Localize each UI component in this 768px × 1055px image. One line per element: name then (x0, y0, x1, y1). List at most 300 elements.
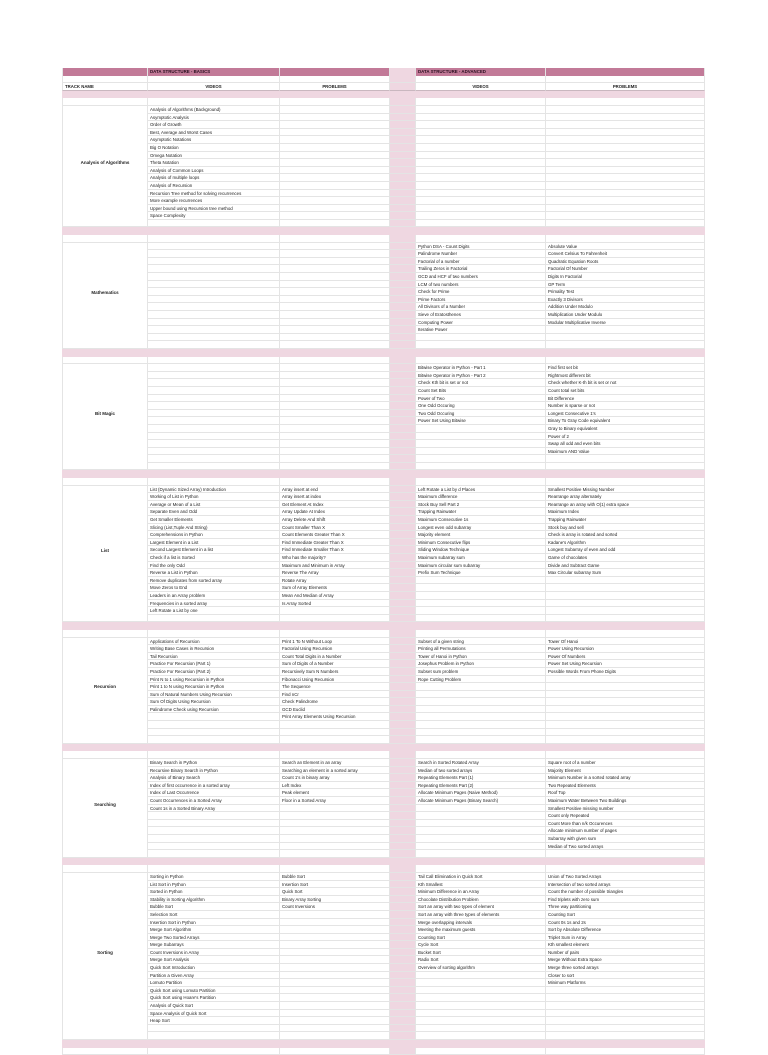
basic-problem-cell[interactable] (280, 144, 390, 152)
advanced-video-cell[interactable] (416, 729, 546, 737)
advanced-video-cell[interactable] (416, 691, 546, 699)
gap-cell[interactable] (390, 1025, 416, 1033)
gap-cell[interactable] (390, 759, 416, 767)
advanced-title[interactable]: DATA STRUCTURE - ADVANCED (416, 68, 546, 76)
advanced-problem-cell[interactable]: Game of chocolates (546, 554, 705, 562)
basic-problem-cell[interactable] (280, 448, 390, 456)
gap-cell[interactable] (390, 364, 416, 372)
advanced-video-cell[interactable] (416, 136, 546, 144)
gap-cell[interactable] (390, 455, 416, 463)
advanced-problem-cell[interactable]: Rightmost different bit (546, 372, 705, 380)
gap-cell[interactable] (390, 334, 416, 342)
advanced-problem-cell[interactable]: Absolute Value (546, 243, 705, 251)
gap-cell[interactable] (390, 888, 416, 896)
gap-cell[interactable] (390, 979, 416, 987)
basic-problem-cell[interactable] (280, 387, 390, 395)
advanced-video-cell[interactable]: LCM of two numbers (416, 281, 546, 289)
gap-cell[interactable] (390, 713, 416, 721)
blank-cell[interactable] (390, 850, 416, 858)
basic-problem-cell[interactable] (280, 911, 390, 919)
blank-cell[interactable] (416, 235, 546, 243)
advanced-video-cell[interactable]: Sieve of Eratosthenes (416, 311, 546, 319)
basic-video-cell[interactable]: Omega Notation (148, 152, 280, 160)
basic-problem-cell[interactable]: Sum of Array Elements (280, 584, 390, 592)
basic-video-cell[interactable]: Get Smaller Elements (148, 516, 280, 524)
basic-problem-cell[interactable] (280, 964, 390, 972)
blank-cell[interactable] (148, 341, 280, 349)
gap-cell[interactable] (390, 288, 416, 296)
basic-video-cell[interactable]: Sum of Natural Numbers Using Recursion (148, 691, 280, 699)
blank-cell[interactable] (546, 736, 705, 744)
blank-cell[interactable] (62, 235, 148, 243)
basic-video-cell[interactable] (148, 364, 280, 372)
advanced-problem-cell[interactable] (546, 197, 705, 205)
advanced-video-cell[interactable]: Check Kth bit is set or not (416, 379, 546, 387)
basic-video-cell[interactable]: Space Complexity (148, 212, 280, 220)
gap-cell[interactable] (390, 812, 416, 820)
gap-cell[interactable] (390, 546, 416, 554)
advanced-problem-cell[interactable]: Divide and Subtract Game (546, 562, 705, 570)
gap-cell[interactable] (390, 440, 416, 448)
basic-video-cell[interactable]: Merge Subarrays (148, 941, 280, 949)
basic-video-cell[interactable] (148, 812, 280, 820)
blank-cell[interactable] (280, 235, 390, 243)
basic-video-cell[interactable]: Asymptotic Notations (148, 136, 280, 144)
gap-cell[interactable] (390, 539, 416, 547)
advanced-problem-cell[interactable]: Power of 2 (546, 433, 705, 441)
gap-cell[interactable] (390, 911, 416, 919)
basic-video-cell[interactable]: Practice For Recursion (Part 1) (148, 660, 280, 668)
advanced-video-cell[interactable] (416, 440, 546, 448)
basic-problem-cell[interactable] (280, 379, 390, 387)
blank-cell[interactable] (546, 865, 705, 873)
advanced-video-cell[interactable]: Maximum circular sum subarray (416, 562, 546, 570)
basic-video-cell[interactable]: Quick Sort Introduction (148, 964, 280, 972)
advanced-video-cell[interactable]: Prefix Sum Technique (416, 569, 546, 577)
basic-problem-cell[interactable] (280, 190, 390, 198)
gap-cell[interactable] (390, 676, 416, 684)
basic-problem-cell[interactable]: Peak element (280, 789, 390, 797)
basic-problem-cell[interactable]: Get Element At Index (280, 501, 390, 509)
advanced-video-cell[interactable]: Bitwise Operator in Python - Part 1 (416, 364, 546, 372)
advanced-problem-cell[interactable] (546, 129, 705, 137)
advanced-video-cell[interactable]: Subset of a given string (416, 638, 546, 646)
gap-cell[interactable] (390, 873, 416, 881)
blank-cell[interactable] (416, 1032, 546, 1040)
advanced-problem-cell[interactable]: Possible Words From Phone Digits (546, 668, 705, 676)
advanced-video-cell[interactable]: Maximum difference (416, 493, 546, 501)
advanced-problem-cell[interactable]: Maximum AND Value (546, 448, 705, 456)
gap-cell[interactable] (390, 660, 416, 668)
advanced-video-cell[interactable]: Repeating Elements Part (2) (416, 782, 546, 790)
advanced-video-cell[interactable] (416, 159, 546, 167)
advanced-video-cell[interactable] (416, 1010, 546, 1018)
basic-video-cell[interactable]: Space Analysis of Quick Sort (148, 1010, 280, 1018)
blank-cell[interactable] (62, 98, 148, 106)
basic-problem-cell[interactable] (280, 174, 390, 182)
basic-problem-cell[interactable] (280, 1025, 390, 1033)
advanced-problem-cell[interactable] (546, 455, 705, 463)
basic-video-cell[interactable]: Left Rotate a List by one (148, 607, 280, 615)
basic-video-cell[interactable]: Count Occurrences in a Sorted Array (148, 797, 280, 805)
basic-videos-header[interactable]: VIDEOS (148, 83, 280, 91)
blank-cell[interactable] (390, 736, 416, 744)
basic-problem-cell[interactable]: Left Index (280, 782, 390, 790)
advanced-video-cell[interactable]: Trailing Zeros in Factorial (416, 265, 546, 273)
basic-problem-cell[interactable]: The Sequence (280, 683, 390, 691)
gap-cell[interactable] (390, 600, 416, 608)
basic-problem-cell[interactable] (280, 395, 390, 403)
basic-problem-cell[interactable] (280, 114, 390, 122)
basic-video-cell[interactable]: Sorting in Python (148, 873, 280, 881)
basic-video-cell[interactable]: Best, Average and Worst Cases (148, 129, 280, 137)
basic-problem-cell[interactable] (280, 288, 390, 296)
advanced-problem-cell[interactable]: Multiplication Under Modulo (546, 311, 705, 319)
basic-video-cell[interactable] (148, 721, 280, 729)
advanced-problem-cell[interactable]: Addition Under Modulo (546, 303, 705, 311)
gap-cell[interactable] (390, 311, 416, 319)
gap-cell[interactable] (390, 805, 416, 813)
advanced-video-cell[interactable]: Computing Power (416, 319, 546, 327)
blank-cell[interactable] (62, 850, 148, 858)
advanced-video-cell[interactable] (416, 577, 546, 585)
advanced-video-cell[interactable]: Josephus Problem in Python (416, 660, 546, 668)
gap-cell[interactable] (390, 638, 416, 646)
advanced-problem-cell[interactable]: Longest Subarray of even and odd (546, 546, 705, 554)
gap-cell[interactable] (390, 706, 416, 714)
advanced-video-cell[interactable]: Majority element (416, 531, 546, 539)
basic-problem-cell[interactable] (280, 410, 390, 418)
gap-cell[interactable] (390, 83, 416, 91)
advanced-video-cell[interactable]: Bucket Sort (416, 949, 546, 957)
blank-cell[interactable] (416, 630, 546, 638)
advanced-problem-cell[interactable]: Smallest Positive Missing Number (546, 486, 705, 494)
gap-cell[interactable] (390, 106, 416, 114)
advanced-video-cell[interactable]: Overview of sorting algorithm (416, 964, 546, 972)
advanced-video-cell[interactable] (416, 174, 546, 182)
blank-cell[interactable] (148, 1048, 280, 1055)
basic-problem-cell[interactable]: Rotate Array (280, 577, 390, 585)
advanced-video-cell[interactable] (416, 1025, 546, 1033)
basic-video-cell[interactable] (148, 729, 280, 737)
basic-video-cell[interactable]: Move Zeros to End (148, 584, 280, 592)
advanced-problem-cell[interactable] (546, 114, 705, 122)
basic-problem-cell[interactable]: Search an Element in an array (280, 759, 390, 767)
basic-problem-cell[interactable] (280, 926, 390, 934)
blank-cell[interactable] (280, 630, 390, 638)
gap-cell[interactable] (390, 136, 416, 144)
blank-cell[interactable] (546, 68, 705, 76)
advanced-problem-cell[interactable] (546, 721, 705, 729)
blank-cell[interactable] (416, 850, 546, 858)
basic-problem-cell[interactable]: Is Array Sorted (280, 600, 390, 608)
advanced-problem-cell[interactable]: Union of Two Sorted Arrays (546, 873, 705, 881)
advanced-video-cell[interactable]: Bitwise Operator in Python - Part 2 (416, 372, 546, 380)
blank-cell[interactable] (148, 463, 280, 471)
basic-video-cell[interactable]: Analysis of Algorithms (Background) (148, 106, 280, 114)
gap-cell[interactable] (390, 577, 416, 585)
advanced-video-cell[interactable] (416, 448, 546, 456)
gap-cell[interactable] (390, 372, 416, 380)
blank-cell[interactable] (416, 98, 546, 106)
gap-cell[interactable] (390, 243, 416, 251)
blank-cell[interactable] (62, 1048, 148, 1055)
advanced-video-cell[interactable] (416, 182, 546, 190)
advanced-video-cell[interactable]: Two Odd Occuring (416, 410, 546, 418)
advanced-problem-cell[interactable]: Longest Consecutive 1's (546, 410, 705, 418)
blank-cell[interactable] (390, 235, 416, 243)
basic-video-cell[interactable]: Frequencies in a sorted array (148, 600, 280, 608)
basic-video-cell[interactable]: Find the only Odd (148, 562, 280, 570)
basic-problem-cell[interactable] (280, 956, 390, 964)
gap-cell[interactable] (390, 592, 416, 600)
gap-cell[interactable] (390, 903, 416, 911)
basic-problem-cell[interactable] (280, 319, 390, 327)
gap-cell[interactable] (390, 797, 416, 805)
basic-problem-cell[interactable]: Reverse The Array (280, 569, 390, 577)
basic-video-cell[interactable]: Practice For Recursion (Part 2) (148, 668, 280, 676)
advanced-video-cell[interactable]: Sort an array with three types of elements (416, 911, 546, 919)
advanced-problem-cell[interactable]: Count only Repeated (546, 812, 705, 820)
advanced-problem-cell[interactable]: Find first set bit (546, 364, 705, 372)
advanced-video-cell[interactable]: Allocate Minimum Pages (Binary Search) (416, 797, 546, 805)
advanced-video-cell[interactable]: Meeting the maximum guests (416, 926, 546, 934)
blank-cell[interactable] (390, 615, 416, 623)
basic-problem-cell[interactable]: Count Elements Greater Than X (280, 531, 390, 539)
advanced-video-cell[interactable] (416, 827, 546, 835)
gap-cell[interactable] (390, 425, 416, 433)
advanced-problem-cell[interactable]: Square root of a number (546, 759, 705, 767)
blank-cell[interactable] (148, 220, 280, 228)
basic-video-cell[interactable] (148, 425, 280, 433)
advanced-video-cell[interactable] (416, 425, 546, 433)
basic-video-cell[interactable] (148, 296, 280, 304)
basic-problem-cell[interactable]: Searching an element in a sorted array (280, 767, 390, 775)
advanced-video-cell[interactable]: Tower of Hanoi in Python (416, 653, 546, 661)
blank-cell[interactable] (148, 630, 280, 638)
basic-video-cell[interactable]: Print 1 to N using Recursion in Python (148, 683, 280, 691)
blank-cell[interactable] (280, 341, 390, 349)
advanced-problem-cell[interactable] (546, 136, 705, 144)
basic-problem-cell[interactable] (280, 433, 390, 441)
basic-video-cell[interactable]: Upper bound using Recursion tree method (148, 205, 280, 213)
advanced-video-cell[interactable]: Printing all Permutations (416, 645, 546, 653)
gap-cell[interactable] (390, 296, 416, 304)
blank-cell[interactable] (62, 736, 148, 744)
basic-video-cell[interactable] (148, 433, 280, 441)
blank-cell[interactable] (148, 751, 280, 759)
advanced-video-cell[interactable] (416, 607, 546, 615)
gap-cell[interactable] (390, 265, 416, 273)
basic-problem-cell[interactable]: Find Immediate Greater Than X (280, 539, 390, 547)
basic-video-cell[interactable]: Check if a list is Sorted (148, 554, 280, 562)
advanced-problem-cell[interactable]: Check whether K-th bit is set or not (546, 379, 705, 387)
gap-cell[interactable] (390, 896, 416, 904)
basic-video-cell[interactable]: Sum Of Digits Using Recursion (148, 698, 280, 706)
advanced-video-cell[interactable]: Cycle Sort (416, 941, 546, 949)
advanced-problem-cell[interactable]: Factorial Of Number (546, 265, 705, 273)
advanced-problem-cell[interactable] (546, 584, 705, 592)
advanced-video-cell[interactable] (416, 698, 546, 706)
basic-video-cell[interactable] (148, 843, 280, 851)
basic-problem-cell[interactable] (280, 197, 390, 205)
basic-problem-cell[interactable] (280, 941, 390, 949)
basic-video-cell[interactable]: Slicing (List,Tuple And String) (148, 524, 280, 532)
blank-cell[interactable] (390, 751, 416, 759)
basic-video-cell[interactable] (148, 319, 280, 327)
blank-cell[interactable] (62, 615, 148, 623)
basic-problem-cell[interactable] (280, 987, 390, 995)
gap-cell[interactable] (390, 250, 416, 258)
gap-cell[interactable] (390, 645, 416, 653)
advanced-video-cell[interactable]: Sliding Window Technique (416, 546, 546, 554)
gap-cell[interactable] (390, 881, 416, 889)
basic-problem-cell[interactable] (280, 326, 390, 334)
gap-cell[interactable] (390, 767, 416, 775)
basic-problem-cell[interactable] (280, 949, 390, 957)
basic-video-cell[interactable] (148, 372, 280, 380)
advanced-problem-cell[interactable]: Triplet Sum in Array (546, 934, 705, 942)
basic-problem-cell[interactable] (280, 182, 390, 190)
blank-cell[interactable] (148, 235, 280, 243)
basic-problem-cell[interactable] (280, 311, 390, 319)
basic-problem-cell[interactable] (280, 159, 390, 167)
advanced-problem-cell[interactable]: Rearrange array alternately (546, 493, 705, 501)
gap-cell[interactable] (390, 190, 416, 198)
advanced-video-cell[interactable] (416, 212, 546, 220)
advanced-problem-cell[interactable]: Intersection of two sorted arrays (546, 881, 705, 889)
basic-video-cell[interactable] (148, 273, 280, 281)
advanced-problem-cell[interactable] (546, 152, 705, 160)
gap-cell[interactable] (390, 721, 416, 729)
basic-video-cell[interactable]: Selection Sort (148, 911, 280, 919)
basic-video-cell[interactable] (148, 243, 280, 251)
advanced-problem-cell[interactable] (546, 600, 705, 608)
basic-video-cell[interactable]: Asymptotic Analysis (148, 114, 280, 122)
track-name-cell[interactable]: Recursion (62, 638, 148, 737)
basic-problem-cell[interactable] (280, 121, 390, 129)
gap-cell[interactable] (390, 774, 416, 782)
blank-cell[interactable] (416, 751, 546, 759)
advanced-video-cell[interactable] (416, 584, 546, 592)
blank-cell[interactable] (390, 865, 416, 873)
basic-problem-cell[interactable] (280, 934, 390, 942)
basic-video-cell[interactable]: Remove duplicates from sorted array (148, 577, 280, 585)
blank-cell[interactable] (280, 463, 390, 471)
advanced-video-cell[interactable]: Merge overlapping intervals (416, 919, 546, 927)
advanced-problem-cell[interactable]: Count total set bits (546, 387, 705, 395)
blank-cell[interactable] (546, 357, 705, 365)
basic-problems-header[interactable]: PROBLEMS (280, 83, 390, 91)
basic-video-cell[interactable]: Analysis of Common Loops (148, 167, 280, 175)
basic-problem-cell[interactable]: Count Smaller Than X (280, 524, 390, 532)
basic-problem-cell[interactable]: Fibonacci Using Recursion (280, 676, 390, 684)
advanced-problem-cell[interactable] (546, 326, 705, 334)
basic-video-cell[interactable]: Merge Sort Analysis (148, 956, 280, 964)
advanced-problem-cell[interactable]: Binary To Gray Code equivalent (546, 417, 705, 425)
advanced-video-cell[interactable] (416, 144, 546, 152)
advanced-video-cell[interactable]: Maximum subarray sum (416, 554, 546, 562)
basic-video-cell[interactable]: Writing Base Cases in Recursion (148, 645, 280, 653)
blank-cell[interactable] (62, 220, 148, 228)
basic-problem-cell[interactable] (280, 417, 390, 425)
basic-problem-cell[interactable]: GCD Euclid (280, 706, 390, 714)
basic-video-cell[interactable]: Heap Sort (148, 1017, 280, 1025)
basic-problem-cell[interactable]: Find Immediate Smaller Than X (280, 546, 390, 554)
advanced-video-cell[interactable]: Minimum Consecutive flips (416, 539, 546, 547)
blank-cell[interactable] (390, 630, 416, 638)
advanced-video-cell[interactable] (416, 843, 546, 851)
basic-problem-cell[interactable] (280, 440, 390, 448)
basic-video-cell[interactable]: Working of List in Python (148, 493, 280, 501)
basic-problem-cell[interactable]: Mean And Median of Array (280, 592, 390, 600)
basic-problem-cell[interactable]: Sum of Digits of a Number (280, 660, 390, 668)
blank-cell[interactable] (148, 98, 280, 106)
advanced-video-cell[interactable] (416, 114, 546, 122)
basic-problem-cell[interactable]: Bubble Sort (280, 873, 390, 881)
basic-video-cell[interactable] (148, 417, 280, 425)
basic-video-cell[interactable] (148, 303, 280, 311)
blank-cell[interactable] (546, 751, 705, 759)
gap-cell[interactable] (390, 174, 416, 182)
basic-video-cell[interactable]: Analysis of Binary Search (148, 774, 280, 782)
advanced-video-cell[interactable] (416, 433, 546, 441)
basic-video-cell[interactable] (148, 288, 280, 296)
gap-cell[interactable] (390, 516, 416, 524)
basic-video-cell[interactable] (148, 326, 280, 334)
gap-cell[interactable] (390, 782, 416, 790)
basic-video-cell[interactable]: More example recurrences (148, 197, 280, 205)
gap-cell[interactable] (390, 1002, 416, 1010)
advanced-problem-cell[interactable]: Allocate minimum number of pages (546, 827, 705, 835)
basic-video-cell[interactable] (148, 387, 280, 395)
advanced-video-cell[interactable] (416, 812, 546, 820)
advanced-problem-cell[interactable] (546, 592, 705, 600)
advanced-problem-cell[interactable]: Quadratic Equation Roots (546, 258, 705, 266)
advanced-video-cell[interactable]: Palindrome Number (416, 250, 546, 258)
basic-problem-cell[interactable]: Print Array Elements Using Recursion (280, 713, 390, 721)
basic-video-cell[interactable] (148, 1025, 280, 1033)
advanced-problem-cell[interactable]: GP Term (546, 281, 705, 289)
advanced-problem-cell[interactable] (546, 676, 705, 684)
advanced-video-cell[interactable] (416, 592, 546, 600)
advanced-problem-cell[interactable] (546, 121, 705, 129)
advanced-video-cell[interactable] (416, 706, 546, 714)
advanced-problem-cell[interactable]: Roof Top (546, 789, 705, 797)
advanced-problem-cell[interactable]: Majority Element (546, 767, 705, 775)
basic-video-cell[interactable]: Index of first occurrence in a sorted array (148, 782, 280, 790)
gap-cell[interactable] (390, 121, 416, 129)
advanced-video-cell[interactable]: Left Rotate a List by d Places (416, 486, 546, 494)
advanced-problem-cell[interactable]: Rearrange an array with O(1) extra space (546, 501, 705, 509)
basic-problem-cell[interactable] (280, 129, 390, 137)
basic-problem-cell[interactable] (280, 729, 390, 737)
gap-cell[interactable] (390, 501, 416, 509)
advanced-problem-cell[interactable] (546, 1025, 705, 1033)
basic-video-cell[interactable]: Analysis of Recursion (148, 182, 280, 190)
basic-problem-cell[interactable] (280, 243, 390, 251)
blank-cell[interactable] (148, 865, 280, 873)
advanced-problem-cell[interactable]: Closer to sort (546, 972, 705, 980)
basic-problem-cell[interactable]: Factorial Using Recursion (280, 645, 390, 653)
advanced-problem-cell[interactable]: Smallest Positive missing number (546, 805, 705, 813)
basic-video-cell[interactable] (148, 395, 280, 403)
gap-cell[interactable] (390, 402, 416, 410)
basic-video-cell[interactable]: Quick Sort using Hoare's Partition (148, 994, 280, 1002)
gap-cell[interactable] (390, 820, 416, 828)
advanced-problem-cell[interactable]: Counting Sort (546, 911, 705, 919)
gap-cell[interactable] (390, 926, 416, 934)
